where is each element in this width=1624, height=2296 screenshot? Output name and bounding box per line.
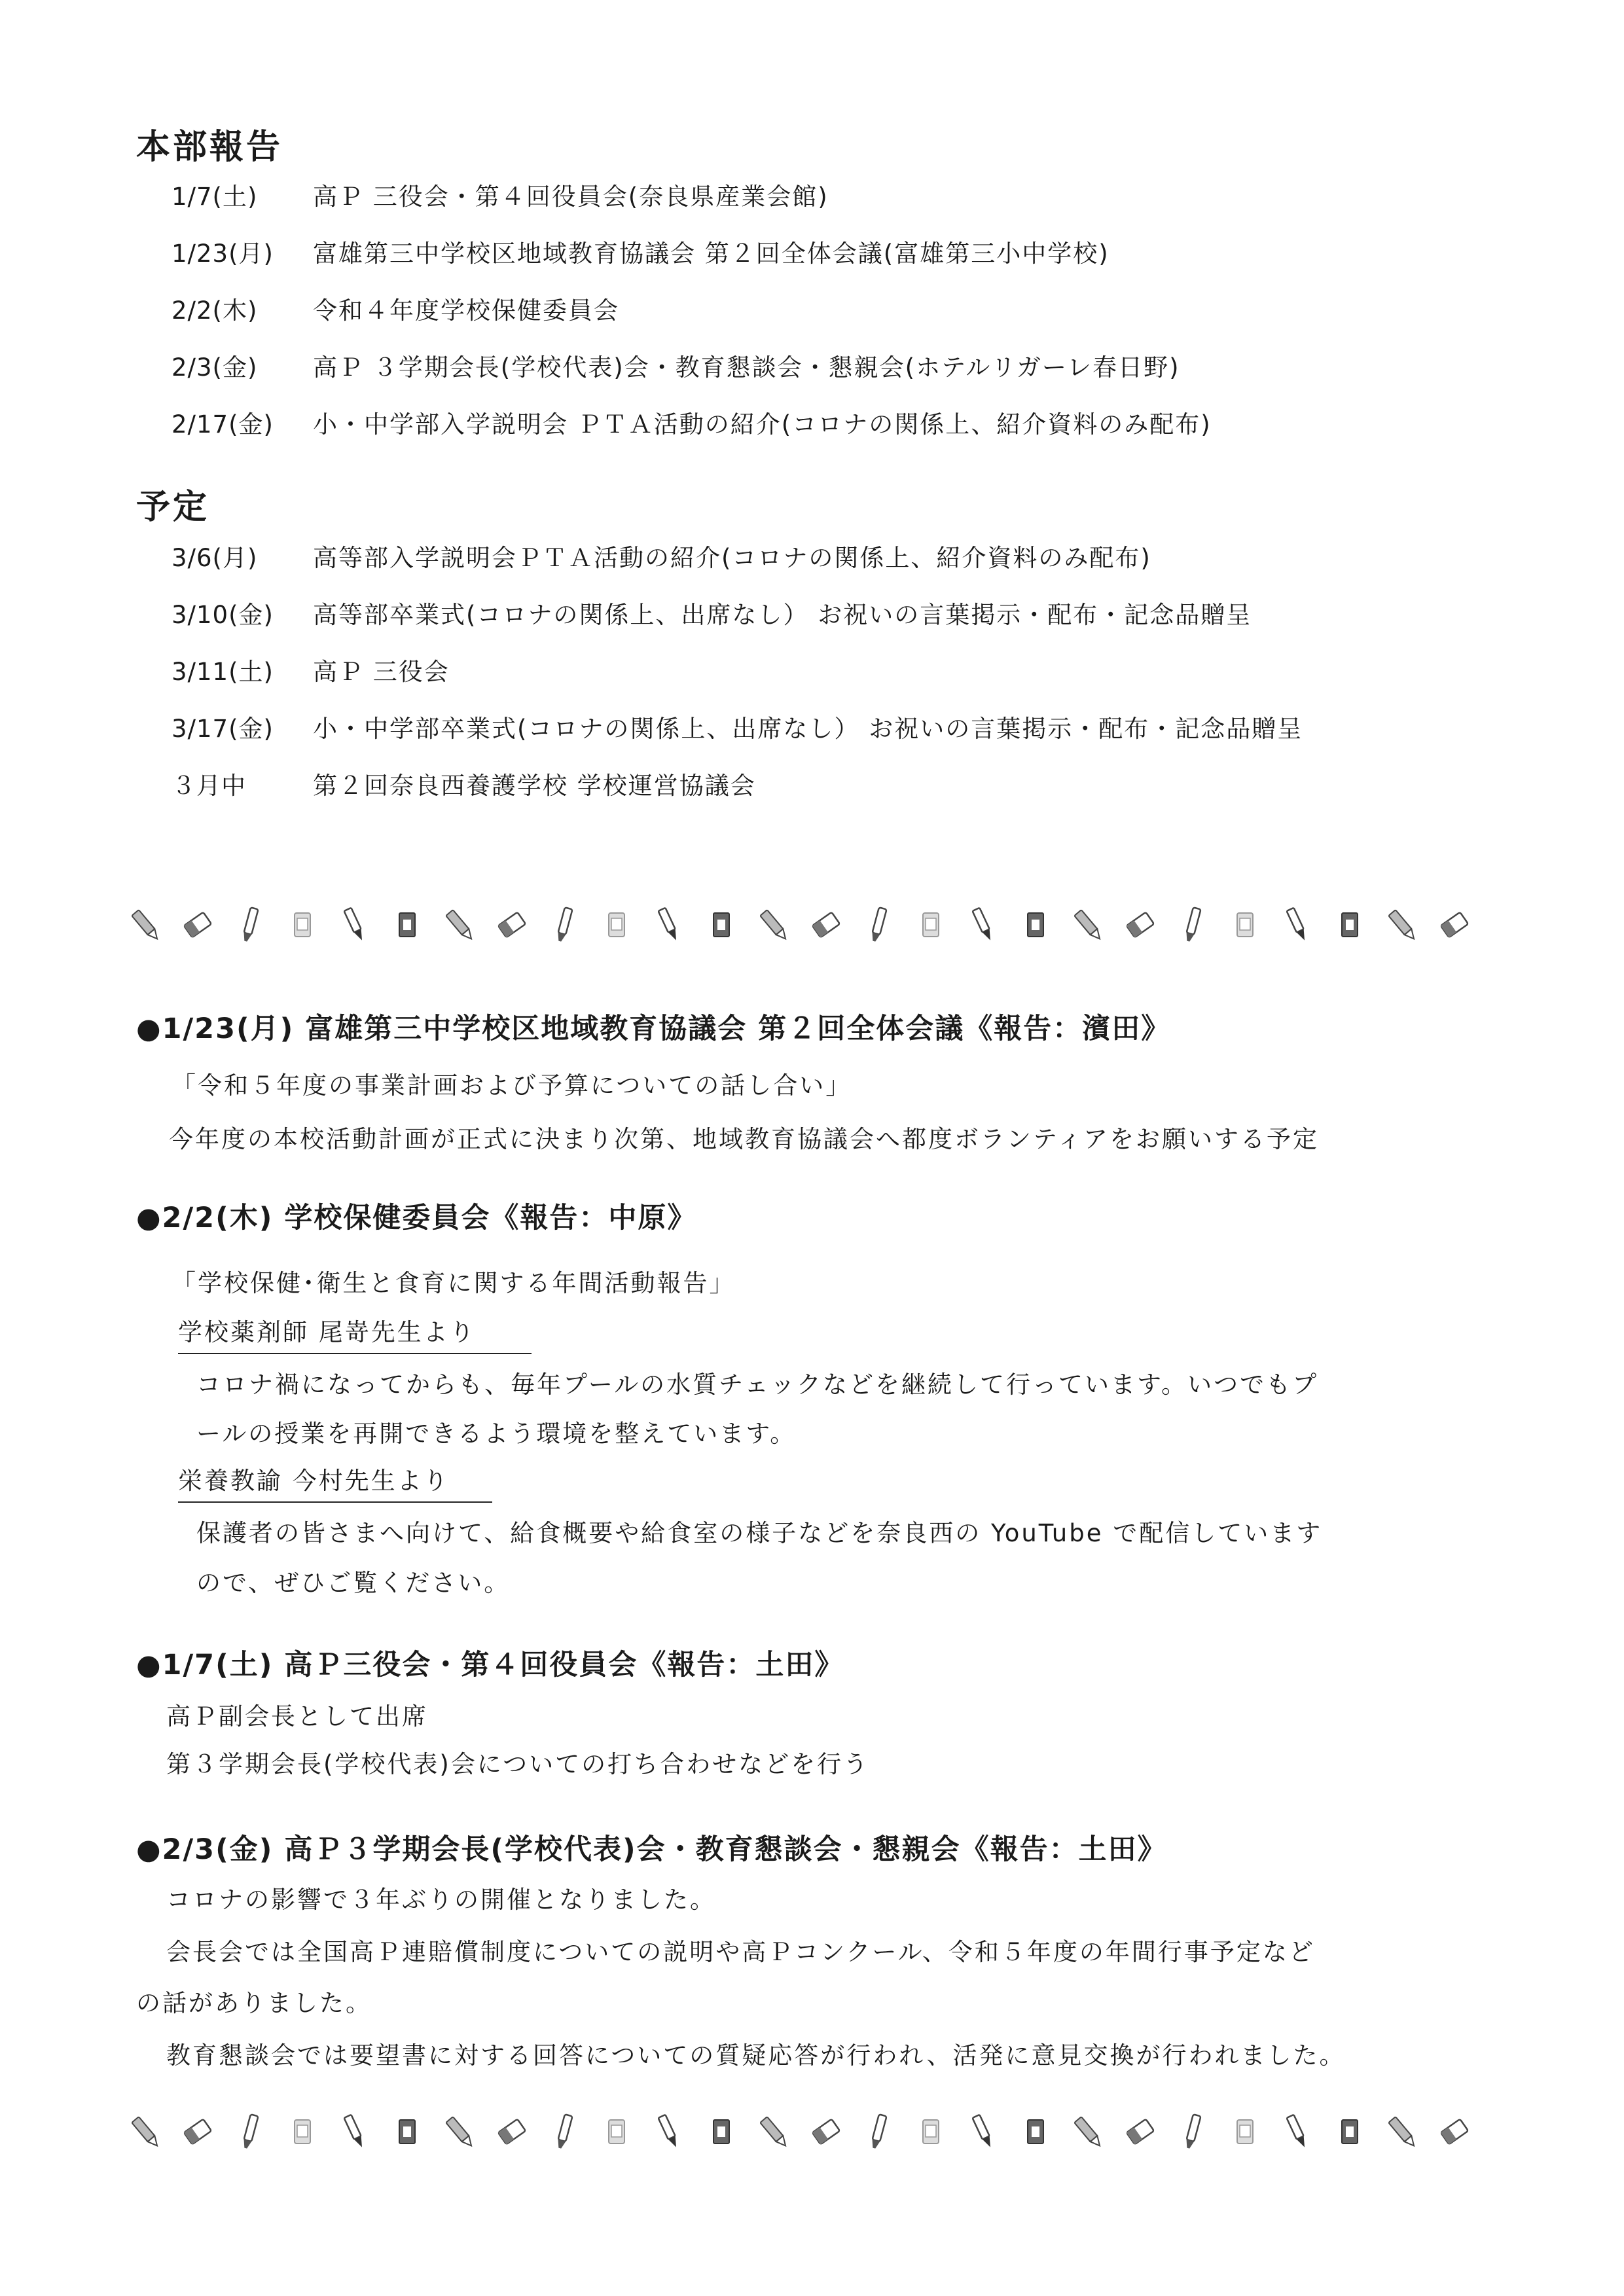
report-line: 第３学期会長(学校代表)会についての打ち合わせなどを行う xyxy=(166,1750,870,1778)
stationery-divider xyxy=(0,902,1624,948)
pencil-icon xyxy=(1388,2117,1417,2149)
pencil-icon xyxy=(1074,2117,1103,2149)
pencil-icon xyxy=(446,2117,475,2149)
pencil-icon xyxy=(1074,910,1103,942)
sharpener-icon xyxy=(399,913,415,937)
marker-icon xyxy=(1184,2114,1200,2149)
pen-icon xyxy=(1287,2115,1308,2149)
pen-icon xyxy=(973,2115,994,2149)
yotei-item-text: 高等部入学説明会ＰＴＡ活動の紹介(コロナの関係上、紹介資料のみ配布) xyxy=(313,544,1151,572)
eraser-icon xyxy=(1441,912,1468,938)
report-line: 高Ｐ副会長として出席 xyxy=(166,1702,428,1731)
pencil-icon xyxy=(760,910,789,942)
honbu-heading: 本部報告 xyxy=(136,128,283,167)
report-line: 保護者の皆さまへ向けて、給食概要や給食室の様子などを奈良西の YouTube で配信しています xyxy=(196,1519,1323,1547)
sharpener-icon xyxy=(713,2120,729,2144)
report-title: ●1/7(土) 高Ｐ三役会・第４回役員会《報告：土田》 xyxy=(136,1649,844,1681)
marker-icon xyxy=(242,907,258,942)
sharpener-icon xyxy=(399,2120,415,2144)
honbu-item-date: 1/7(土) xyxy=(171,183,258,211)
report-intro: 「学校保健･衛生と食育に関する年間活動報告」 xyxy=(171,1269,736,1297)
glue-icon xyxy=(609,913,624,937)
honbu-item-date: 1/23(月) xyxy=(171,240,274,268)
report-sub-label: 学校薬剤師 尾嵜先生より xyxy=(178,1312,532,1354)
eraser-icon xyxy=(498,2119,526,2145)
report-line: ので、ぜひご覧ください。 xyxy=(196,1569,511,1597)
pencil-icon xyxy=(132,910,160,942)
marker-icon xyxy=(1184,907,1200,942)
honbu-item-date: 2/2(木) xyxy=(171,296,258,325)
honbu-item-text: 高Ｐ 三役会・第４回役員会(奈良県産業会館) xyxy=(313,183,829,211)
yotei-heading: 予定 xyxy=(136,488,210,527)
glue-icon xyxy=(923,2120,939,2144)
report-title: ●2/2(木) 学校保健委員会《報告：中原》 xyxy=(136,1202,697,1234)
sharpener-icon xyxy=(1342,913,1358,937)
sharpener-icon xyxy=(713,913,729,937)
honbu-item-text: 令和４年度学校保健委員会 xyxy=(313,296,619,325)
yotei-item-date: 3/6(月) xyxy=(171,544,258,572)
yotei-item-date: 3/10(金) xyxy=(171,601,274,629)
marker-icon xyxy=(870,907,886,942)
honbu-item-text: 富雄第三中学校区地域教育協議会 第２回全体会議(富雄第三小中学校) xyxy=(313,240,1110,268)
pencil-icon xyxy=(760,2117,789,2149)
marker-icon xyxy=(556,2114,572,2149)
glue-icon xyxy=(923,913,939,937)
marker-icon xyxy=(870,2114,886,2149)
glue-icon xyxy=(609,2120,624,2144)
pen-icon xyxy=(659,2115,680,2149)
pen-icon xyxy=(659,908,680,942)
glue-icon xyxy=(1237,2120,1253,2144)
yotei-item-text: 小・中学部卒業式(コロナの関係上、出席なし） お祝いの言葉掲示・配布・記念品贈呈 xyxy=(313,715,1303,743)
sharpener-icon xyxy=(1028,2120,1043,2144)
eraser-icon xyxy=(1127,2119,1154,2145)
stationery-divider xyxy=(0,2109,1624,2155)
report-title: ●1/23(月) 富雄第三中学校区地域教育協議会 第２回全体会議《報告：濱田》 xyxy=(136,1013,1171,1045)
pencil-icon xyxy=(132,2117,160,2149)
eraser-icon xyxy=(184,912,211,938)
pen-icon xyxy=(973,908,994,942)
report-title: ●2/3(金) 高Ｐ３学期会長(学校代表)会・教育懇談会・懇親会《報告：土田》 xyxy=(136,1833,1167,1866)
honbu-item-date: 2/17(金) xyxy=(171,410,274,439)
marker-icon xyxy=(242,2114,258,2149)
eraser-icon xyxy=(498,912,526,938)
report-line: 会長会では全国高Ｐ連賠償制度についての説明や高Ｐコンクール、令和５年度の年間行事予定など xyxy=(166,1938,1315,1966)
honbu-item-date: 2/3(金) xyxy=(171,353,258,382)
yotei-item-date: ３月中 xyxy=(171,772,246,800)
eraser-icon xyxy=(812,912,840,938)
marker-icon xyxy=(556,907,572,942)
yotei-item-text: 高等部卒業式(コロナの関係上、出席なし） お祝いの言葉掲示・配布・記念品贈呈 xyxy=(313,601,1252,629)
eraser-icon xyxy=(812,2119,840,2145)
glue-icon xyxy=(1237,913,1253,937)
sharpener-icon xyxy=(1028,913,1043,937)
glue-icon xyxy=(295,2120,310,2144)
pen-icon xyxy=(1287,908,1308,942)
honbu-item-text: 高Ｐ ３学期会長(学校代表)会・教育懇談会・懇親会(ホテルリガーレ春日野) xyxy=(313,353,1180,382)
report-line: 「令和５年度の事業計画および予算についての話し合い」 xyxy=(171,1071,852,1100)
eraser-icon xyxy=(1441,2119,1468,2145)
yotei-item-text: 高Ｐ 三役会 xyxy=(313,658,450,686)
sharpener-icon xyxy=(1342,2120,1358,2144)
report-line: コロナ禍になってからも、毎年プールの水質チェックなどを継続して行っています。いつでもプ xyxy=(196,1371,1319,1399)
eraser-icon xyxy=(1127,912,1154,938)
yotei-item-date: 3/17(金) xyxy=(171,715,274,743)
honbu-item-text: 小・中学部入学説明会 ＰＴＡ活動の紹介(コロナの関係上、紹介資料のみ配布) xyxy=(313,410,1212,439)
yotei-item-date: 3/11(土) xyxy=(171,658,274,686)
yotei-item-text: 第２回奈良西養護学校 学校運営協議会 xyxy=(313,772,756,800)
eraser-icon xyxy=(184,2119,211,2145)
pen-icon xyxy=(344,2115,366,2149)
report-line: 今年度の本校活動計画が正式に決まり次第、地域教育協議会へ都度ボランティアをお願いする予定 xyxy=(169,1125,1320,1153)
pencil-icon xyxy=(1388,910,1417,942)
report-sub-label: 栄養教諭 今村先生より xyxy=(178,1461,492,1503)
pen-icon xyxy=(344,908,366,942)
glue-icon xyxy=(295,913,310,937)
report-line: の話がありました。 xyxy=(136,1989,372,2017)
report-line: 教育懇談会では要望書に対する回答についての質疑応答が行われ、活発に意見交換が行われました。 xyxy=(166,2041,1346,2070)
report-line: コロナの影響で３年ぶりの開催となりました。 xyxy=(166,1886,716,1914)
report-line: ールの授業を再開できるよう環境を整えています。 xyxy=(196,1420,797,1448)
pencil-icon xyxy=(446,910,475,942)
